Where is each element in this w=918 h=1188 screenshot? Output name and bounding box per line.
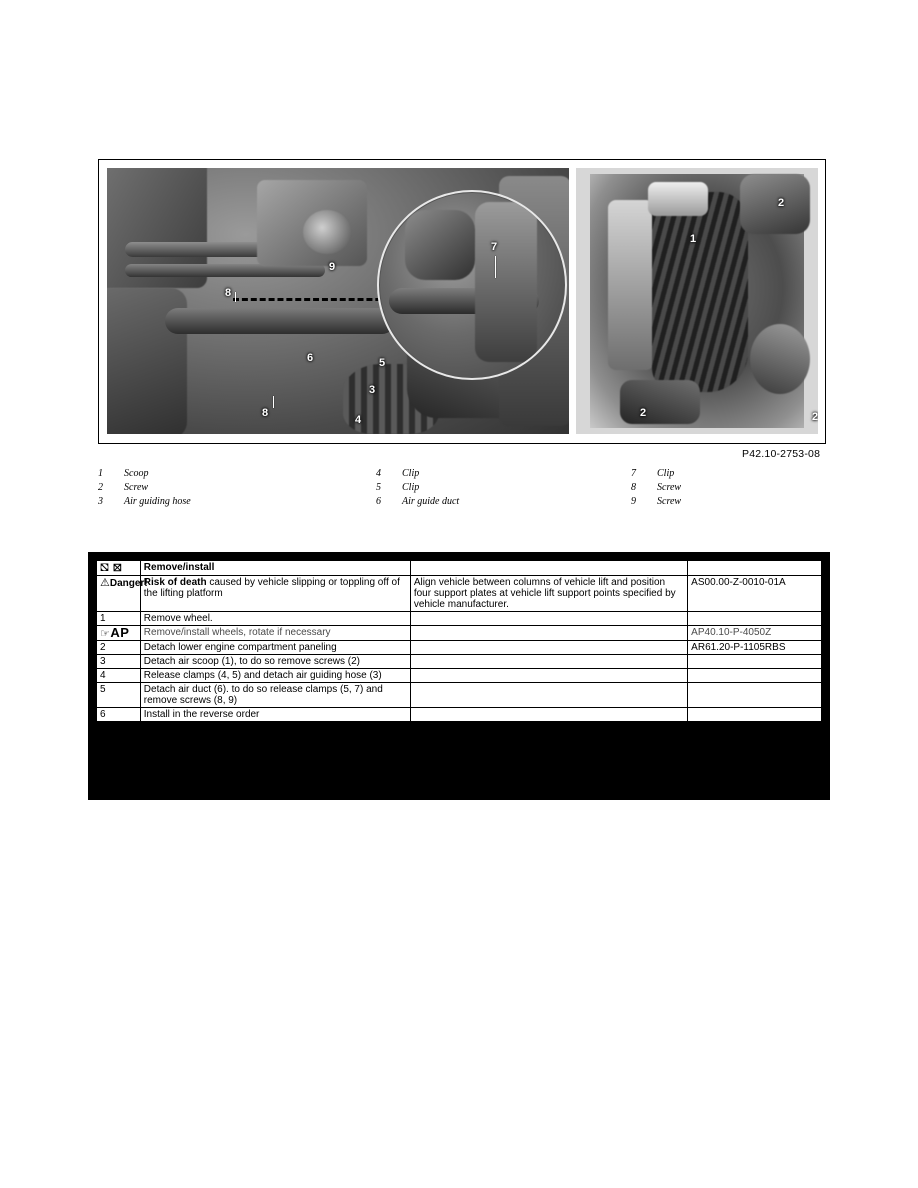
- callout-1: 1: [690, 233, 697, 245]
- legend-number: 7: [631, 468, 636, 479]
- legend-item: [376, 482, 616, 496]
- table-row: [97, 612, 822, 626]
- table-row: [97, 576, 822, 612]
- procedure-table: [96, 560, 822, 722]
- ap-label: AP: [110, 625, 130, 640]
- table-row: [97, 669, 822, 683]
- danger-step-cell: [140, 576, 410, 612]
- hazard-symbols-icon: ⛞ ⛝: [100, 561, 122, 574]
- figure-panel: [98, 159, 826, 444]
- hand-pointer-icon: ☞: [100, 627, 111, 640]
- step-number-cell: 2: [97, 641, 141, 655]
- step-note-cell: [410, 708, 687, 722]
- callout-4: 4: [355, 414, 362, 426]
- header-symbols-cell: [97, 561, 141, 576]
- legend-number: 4: [376, 468, 381, 479]
- step-text-cell: Detach lower engine compartment paneling: [140, 641, 410, 655]
- step-number-cell: 5: [97, 683, 141, 708]
- callout-3: 3: [369, 384, 376, 396]
- step-number-cell: 3: [97, 655, 141, 669]
- callout-2a: 2: [778, 197, 785, 209]
- legend-label: Air guiding hose: [124, 496, 191, 507]
- step-note-cell: [410, 641, 687, 655]
- danger-note-cell: Align vehicle between columns of vehicle lift and position four support plates at vehicle lift support points specified by vehicle manufacturer.: [410, 576, 687, 612]
- table-row: [97, 626, 822, 641]
- legend-label: Clip: [402, 482, 420, 493]
- step-number-cell: 4: [97, 669, 141, 683]
- legend-label: Scoop: [124, 468, 149, 479]
- step-text-cell: Detach air duct (6). to do so release clamps (5, 7) and remove screws (8, 9): [140, 683, 410, 708]
- legend-item: [376, 468, 616, 482]
- legend-item: [631, 496, 871, 510]
- legend-item: [631, 482, 871, 496]
- step-doc-cell: [688, 655, 822, 669]
- header-note-cell: [410, 561, 687, 576]
- step-number-cell: 6: [97, 708, 141, 722]
- legend-label: Screw: [124, 482, 149, 493]
- step-text-cell: Install in the reverse order: [140, 708, 410, 722]
- callout-9: 9: [329, 261, 336, 273]
- figure-code: P42.10-2753-08: [742, 448, 821, 460]
- legend-item: [98, 482, 338, 496]
- step-note-cell: [410, 655, 687, 669]
- step-text-cell: Remove wheel.: [140, 612, 410, 626]
- legend-number: 5: [376, 482, 381, 493]
- step-note-cell: [410, 669, 687, 683]
- callout-8b: 8: [262, 407, 269, 419]
- table-row: [97, 708, 822, 722]
- step-doc-cell: [688, 612, 822, 626]
- danger-doc-cell: AS00.00-Z-0010-01A: [688, 576, 822, 612]
- table-row: [97, 683, 822, 708]
- step-doc-cell: AP40.10-P-4050Z: [688, 626, 822, 641]
- procedure-table-container: [88, 552, 830, 800]
- legend-number: 3: [98, 496, 103, 507]
- legend-item: [98, 468, 338, 482]
- callout-2c: 2: [812, 411, 818, 423]
- legend-column-2: [376, 468, 616, 510]
- step-doc-cell: [688, 683, 822, 708]
- risk-of-death-text: Risk of death: [143, 577, 207, 588]
- legend-item: [376, 496, 616, 510]
- danger-label: Danger!: [109, 578, 148, 589]
- callout-5: 5: [379, 357, 386, 369]
- legend-number: 2: [98, 482, 103, 493]
- header-doc-cell: [688, 561, 822, 576]
- ap-reference-cell: [97, 626, 141, 641]
- step-note-cell: [410, 626, 687, 641]
- engine-bay-photo: [107, 168, 569, 434]
- risk-detail-text: caused by vehicle slipping or toppling off of the lifting platform: [143, 577, 400, 599]
- step-text-cell: Remove/install wheels, rotate if necessary: [140, 626, 410, 641]
- step-doc-cell: [688, 708, 822, 722]
- legend-column-3: [631, 468, 871, 510]
- step-number-cell: 1: [97, 612, 141, 626]
- legend-number: 8: [631, 482, 636, 493]
- legend-item: [631, 468, 871, 482]
- legend-column-1: [98, 468, 338, 510]
- step-doc-cell: [688, 669, 822, 683]
- table-row: [97, 655, 822, 669]
- callout-6: 6: [307, 352, 314, 364]
- step-note-cell: [410, 612, 687, 626]
- legend-label: Screw: [657, 482, 682, 493]
- legend-label: Screw: [657, 496, 682, 507]
- callout-8a: 8: [225, 287, 232, 299]
- step-note-cell: [410, 683, 687, 708]
- legend-number: 6: [376, 496, 381, 507]
- table-header-row: [97, 561, 822, 576]
- legend-label: Clip: [402, 468, 420, 479]
- legend-number: 1: [98, 468, 103, 479]
- legend-number: 9: [631, 496, 636, 507]
- legend-label: Air guide duct: [402, 496, 460, 507]
- warning-triangle-icon: ⚠: [100, 576, 110, 589]
- step-text-cell: Release clamps (4, 5) and detach air guiding hose (3): [140, 669, 410, 683]
- callout-7: 7: [491, 241, 498, 253]
- callout-2b: 2: [640, 407, 647, 419]
- legend-item: [98, 496, 338, 510]
- wheel-arch-photo: [576, 168, 818, 434]
- table-row: [97, 641, 822, 655]
- step-text-cell: Detach air scoop (1), to do so remove screws (2): [140, 655, 410, 669]
- header-title-cell: Remove/install: [140, 561, 410, 576]
- step-doc-cell: AR61.20-P-1105RBS: [688, 641, 822, 655]
- detail-magnifier: [377, 190, 567, 380]
- legend-label: Clip: [657, 468, 675, 479]
- danger-label-cell: [97, 576, 148, 612]
